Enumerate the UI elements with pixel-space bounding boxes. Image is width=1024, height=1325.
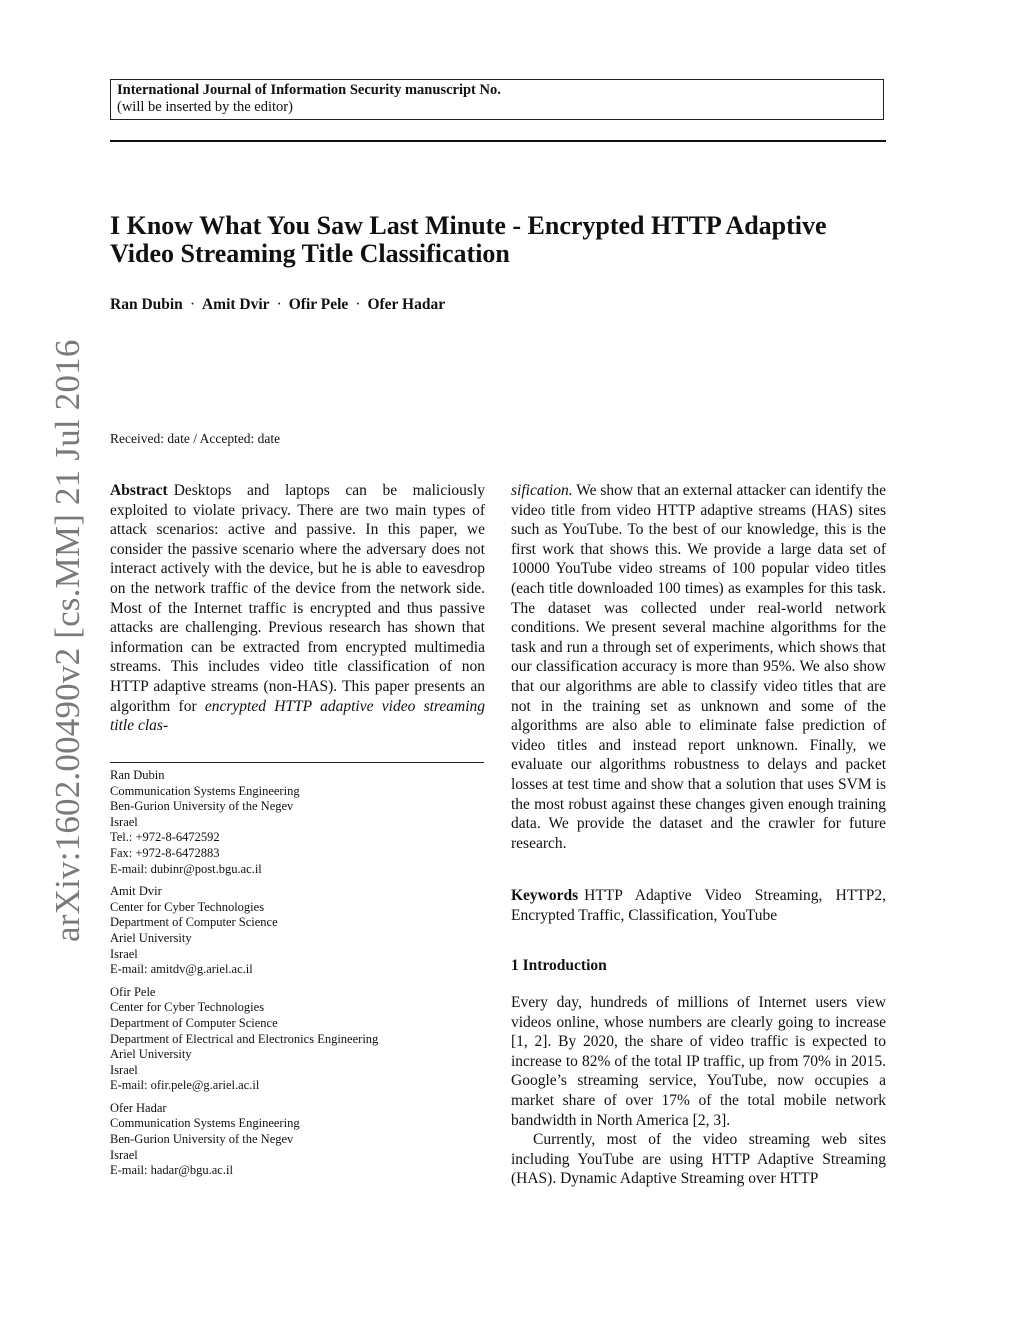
affiliation-line: Amit Dvir [110,884,162,899]
affiliation-line: Ben-Gurion University of the Negev [110,799,294,814]
affiliation-line: Ariel University [110,1047,192,1062]
footnote-rule [110,762,484,763]
author-list [110,296,445,314]
author-name: Amit Dvir [201,296,270,313]
affiliation-line: Department of Electrical and Electronics Engineering [110,1031,379,1046]
abstract-italic-text: encrypted HTTP adaptive video streaming title clas- [110,697,486,735]
affiliation-email: E-mail: hadar@bgu.ac.il [110,1163,233,1178]
header-rule [110,140,886,142]
affiliation-line: Ben-Gurion University of the Negev [110,1132,294,1147]
affiliation-line: Fax: +972-8-6472883 [110,845,220,860]
abstract-right-column [511,481,886,853]
affiliation-line: Communication Systems Engineering [110,783,300,798]
paragraph: Every day, hundreds of millions of Internet users view videos online, whose numbers are clearly going to increase [1, 2]. By 2020, the share of video traffic is expected to increase to 82% of the total IP traffic, up from 70% in 2015. Google’s streaming service, YouTube, now occupies a market share of over 17% of the total mobile network bandwidth in North America [2, 3]. [511,994,886,1129]
affiliation-block [110,1101,490,1179]
keywords-label: Keywords [511,887,579,904]
author-separator: · [189,296,195,313]
affiliation-line: Ofer Hadar [110,1100,167,1115]
author-name: Ofer Hadar [367,296,446,313]
affiliation-line: Department of Computer Science [110,915,278,930]
affiliation-line: Israel [110,814,138,829]
affiliation-line: Center for Cyber Technologies [110,899,265,914]
author-name: Ran Dubin [110,296,183,313]
affiliation-email: E-mail: ofir.pele@g.ariel.ac.il [110,1078,260,1093]
keywords-text: HTTP Adaptive Video Streaming, HTTP2, Encrypted Traffic, Classification, YouTube [511,887,886,924]
affiliation-line: Ran Dubin [110,768,165,782]
keywords [511,886,886,925]
arxiv-stamp: arXiv:1602.00490v2 [cs.MM] 21 Jul 2016 [48,339,87,942]
abstract-text: We show that an external attacker can identify the video title from video HTTP adaptive streams (HAS) sites such as YouTube. To the best of our knowledge, this is the first work that shows this. We provide a large data set of 10000 YouTube video streams of 100 popular video titles (each title downloaded 100 times) as examples for this task. The dataset was collected under real-world network conditions. We present several machine algorithms for the task and run a through set of experiments, which shows that our classification accuracy is more than 95%. We also show that our algorithms are able to classify video titles that are not in the training set as unknown and some of the algorithms are also able to eliminate false prediction of video titles and instead report unknown. Finally, we evaluate our algorithms robustness to delays and packet losses at test time and show that a solution that uses SVM is the most robust against these changes given enough training data. We provide the dataset and the crawler for future research. [511,482,886,852]
affiliations [110,768,490,1186]
affiliation-line: Ariel University [110,930,192,945]
journal-header-box [110,79,884,120]
affiliation-block [110,985,490,1094]
affiliation-email: E-mail: amitdv@g.ariel.ac.il [110,962,253,977]
author-separator: · [355,296,361,313]
editor-note: (will be inserted by the editor) [117,99,293,115]
affiliation-line: Israel [110,946,138,961]
affiliation-line: Israel [110,1062,138,1077]
received-accepted-line: Received: date / Accepted: date [110,431,281,446]
affiliation-line: Tel.: +972-8-6472592 [110,830,220,845]
affiliation-email: E-mail: dubinr@post.bgu.ac.il [110,861,262,876]
paper-title: I Know What You Saw Last Minute - Encrypted HTTP Adaptive Video Streaming Title Classification [110,211,827,268]
affiliation-line: Center for Cyber Technologies [110,1000,265,1015]
introduction-body [511,993,886,1189]
paragraph: Currently, most of the video streaming web sites including YouTube are using HTTP Adaptive Streaming (HAS). Dynamic Adaptive Streaming over HTTP [511,1131,886,1188]
affiliation-line: Department of Computer Science [110,1015,278,1030]
abstract-italic-text: sification. [511,482,573,499]
abstract-left-column [110,481,485,736]
affiliation-line: Israel [110,1147,138,1162]
section-heading: 1 Introduction [511,957,607,974]
affiliation-block [110,768,490,877]
abstract-label: Abstract [110,482,168,499]
affiliation-block [110,884,490,978]
journal-name: International Journal of Information Security manuscript No. [117,82,501,98]
author-name: Ofir Pele [288,296,349,313]
author-separator: · [276,296,282,313]
affiliation-line: Communication Systems Engineering [110,1116,300,1131]
affiliation-line: Ofir Pele [110,984,156,999]
abstract-text: Desktops and laptops can be maliciously exploited to violate privacy. There are two main types of attack scenarios: active and passive. In this paper, we consider the passive scenario where the adversary does not interact actively with the device, but he is able to eavesdrop on the network traffic of the device from the network side. Most of the Internet traffic is encrypted and thus passive attacks are challenging. Previous research has shown that information can be extracted from encrypted multimedia streams. This includes video title classification of non HTTP adaptive streams (non-HAS). This paper presents an algorithm for [110,482,485,715]
